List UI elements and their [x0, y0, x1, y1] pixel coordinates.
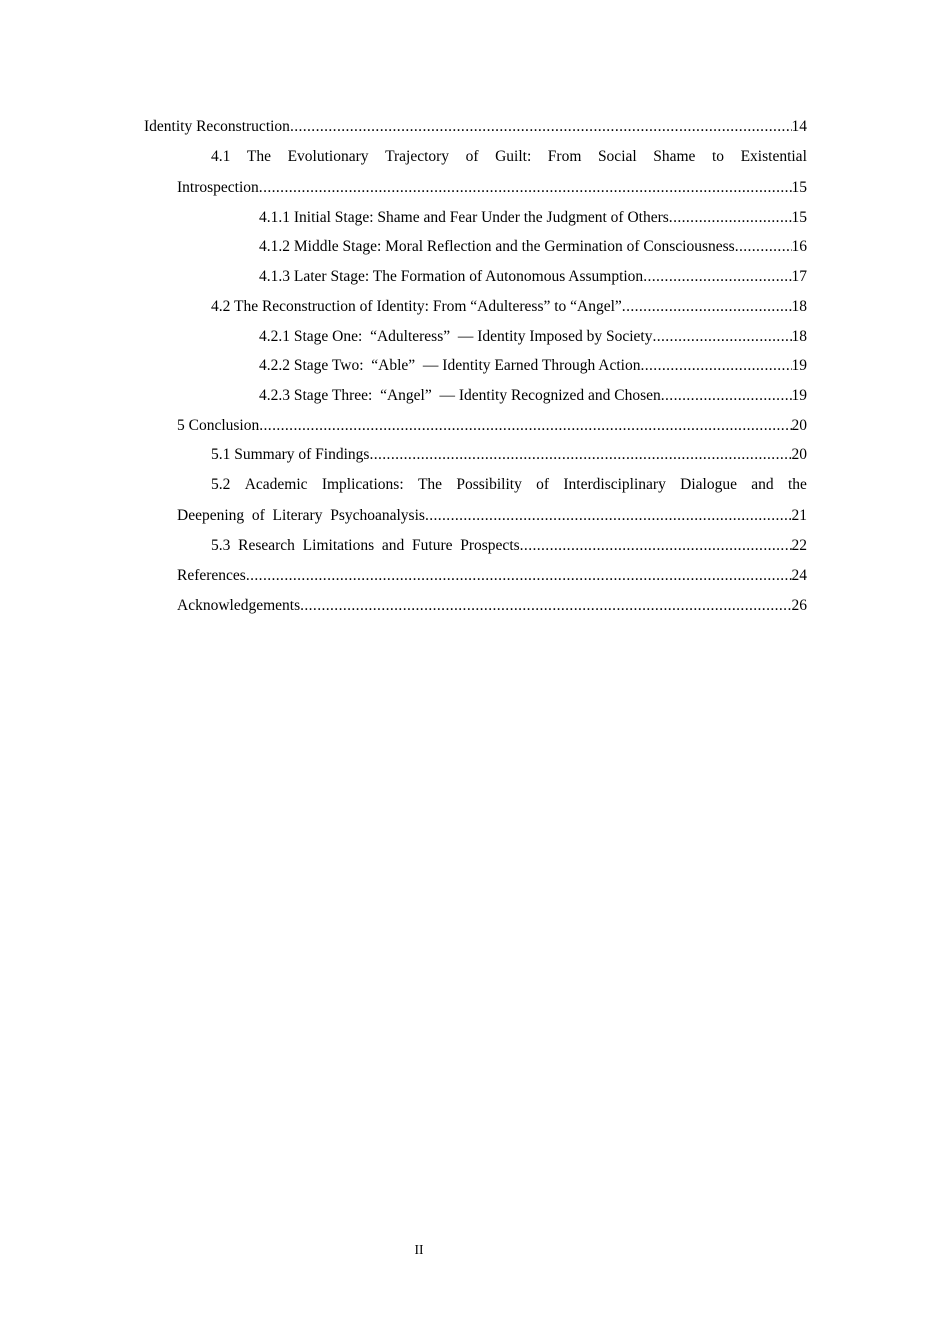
toc-word: Academic — [244, 476, 308, 493]
toc-word: of — [536, 476, 550, 493]
toc-word: Shame — [653, 148, 696, 165]
toc-entry-page: 21 — [791, 507, 807, 524]
page-footer — [0, 1242, 950, 1258]
toc-word: 4.1 — [211, 148, 231, 165]
toc-entry-page: 19 — [791, 387, 807, 404]
toc-entry-4-1-line2[interactable] — [177, 177, 807, 199]
toc-entry-title: Identity Reconstruction — [144, 118, 290, 135]
toc-entry-page: 15 — [791, 179, 807, 196]
toc-word: Implications: — [321, 476, 404, 493]
toc-entry-page: 18 — [791, 298, 807, 315]
toc-entry-title: 4.2 The Reconstruction of Identity: From “Adulteress” to “Angel” — [211, 298, 622, 315]
toc-leader-dots — [290, 116, 792, 138]
toc-entry-page: 26 — [791, 597, 807, 614]
toc-entry-5[interactable] — [177, 415, 807, 437]
toc-entry-title: 4.1.1 Initial Stage: Shame and Fear Under the Judgment of Others — [259, 209, 669, 226]
toc-entry-page: 17 — [791, 268, 807, 285]
toc-entry-references[interactable] — [177, 565, 807, 587]
toc-leader-dots — [652, 326, 791, 348]
toc-entry-4-1-2[interactable] — [259, 236, 807, 258]
toc-entry-title: Introspection — [177, 179, 259, 196]
toc-word: and — [751, 476, 774, 493]
toc-word: 5.2 — [211, 476, 231, 493]
toc-entry-title: 4.1.2 Middle Stage: Moral Reflection and the Germination of Consciousness — [259, 238, 735, 255]
toc-word: Dialogue — [680, 476, 737, 493]
toc-leader-dots — [661, 385, 792, 407]
toc-leader-dots — [369, 444, 791, 466]
toc-word: Existential — [740, 148, 807, 165]
toc-entry-5-2-line2[interactable] — [177, 505, 807, 527]
toc-entry-title: Acknowledgements — [177, 597, 301, 614]
toc-leader-dots — [246, 565, 792, 587]
toc-word: The — [246, 148, 272, 165]
toc-entry-title: 5.1 Summary of Findings — [211, 446, 370, 463]
toc-leader-dots — [259, 177, 792, 199]
toc-leader-dots — [669, 207, 792, 229]
toc-entry-title: 5.3 Research Limitations and Future Prospects — [211, 537, 520, 554]
toc-entry-4-2-1[interactable] — [259, 326, 807, 348]
toc-entry-4-1-1[interactable] — [259, 207, 807, 229]
toc-entry-page: 24 — [791, 567, 807, 584]
toc-entry-identity-reconstruction[interactable] — [144, 116, 807, 138]
toc-entry-title: 4.1.3 Later Stage: The Formation of Autonomous Assumption — [259, 268, 644, 285]
toc-entry-page: 19 — [791, 357, 807, 374]
toc-entry-page: 18 — [791, 328, 807, 345]
toc-word: Trajectory — [385, 148, 450, 165]
toc-leader-dots — [622, 296, 792, 318]
toc-entry-title: 4.2.1 Stage One: “Adulteress” — Identity Imposed by Society — [259, 328, 653, 345]
toc-word: of — [465, 148, 479, 165]
toc-entry-page: 20 — [791, 446, 807, 463]
toc-word: Evolutionary — [287, 148, 369, 165]
toc-entry-title: Deepening of Literary Psychoanalysis — [177, 507, 425, 524]
toc-entry-4-1-line1[interactable] — [211, 146, 807, 168]
toc-word: Social — [597, 148, 637, 165]
toc-entry-title: 4.2.3 Stage Three: “Angel” — Identity Recognized and Chosen — [259, 387, 661, 404]
toc-entry-5-1[interactable] — [211, 444, 807, 466]
toc-word: Guilt: — [495, 148, 532, 165]
toc-leader-dots — [520, 535, 792, 557]
toc-leader-dots — [300, 595, 791, 617]
toc-entry-4-1-3[interactable] — [259, 266, 807, 288]
toc-entry-4-2[interactable] — [211, 296, 807, 318]
toc-entry-page: 15 — [791, 209, 807, 226]
toc-entry-4-2-2[interactable] — [259, 355, 807, 377]
toc-leader-dots — [643, 266, 791, 288]
toc-leader-dots — [425, 505, 792, 527]
toc-entry-4-2-3[interactable] — [259, 385, 807, 407]
toc-leader-dots — [259, 415, 791, 437]
toc-entry-acknowledgements[interactable] — [177, 595, 807, 617]
toc-leader-dots — [735, 236, 792, 258]
toc-word: the — [787, 476, 807, 493]
page-number: II — [414, 1242, 424, 1257]
toc-word: to — [711, 148, 725, 165]
toc-entry-page: 20 — [791, 417, 807, 434]
toc-entry-title: 5 Conclusion — [177, 417, 260, 434]
toc-word: Possibility — [456, 476, 522, 493]
toc-entry-page: 14 — [791, 118, 807, 135]
toc-word: From — [547, 148, 582, 165]
toc-word: The — [417, 476, 443, 493]
toc-entry-5-3[interactable] — [211, 535, 807, 557]
toc-leader-dots — [640, 355, 791, 377]
toc-entry-5-2-line1[interactable] — [211, 474, 807, 496]
toc-entry-page: 22 — [791, 537, 807, 554]
toc-entry-title: 4.2.2 Stage Two: “Able” — Identity Earned Through Action — [259, 357, 641, 374]
toc-word: Interdisciplinary — [563, 476, 666, 493]
toc-entry-page: 16 — [791, 238, 807, 255]
toc-entry-title: References — [177, 567, 246, 584]
